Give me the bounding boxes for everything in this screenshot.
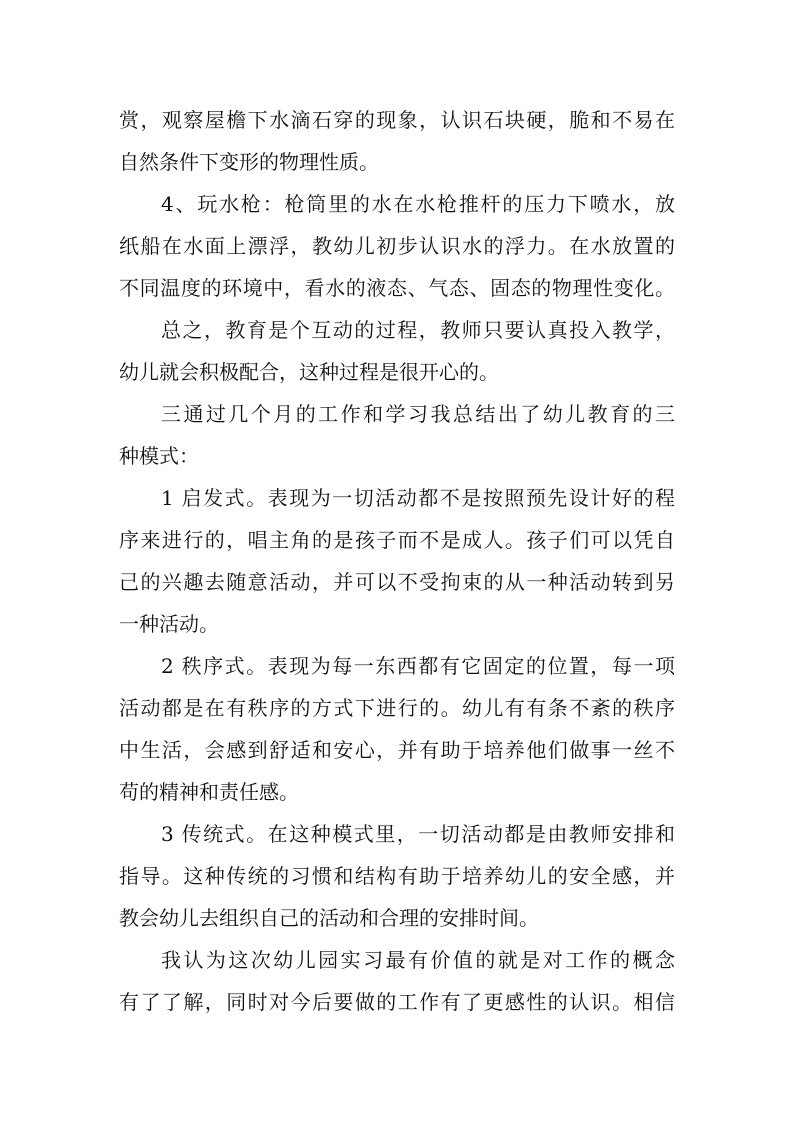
text-line: 1 启发式。表现为一切活动都不是按照预先设计好的程 (161, 486, 675, 510)
text-line: 三通过几个月的工作和学习我总结出了幼儿教育的三 (161, 402, 675, 426)
text-line: 种模式： (119, 444, 199, 468)
paragraph-section-3-intro (119, 393, 675, 477)
text-line: 不同温度的环境中，看水的液态、气态、固态的物理性变化。 (119, 276, 675, 300)
text-line: 赏，观察屋檐下水滴石穿的现象，认识石块硬，脆和不易在 (119, 108, 675, 132)
text-line: 序来进行的，唱主角的是孩子而不是成人。孩子们可以凭自 (119, 528, 675, 552)
text-line: 一种活动。 (119, 612, 219, 636)
text-line: 自然条件下变形的物理性质。 (119, 150, 379, 174)
text-line: 有了了解，同时对今后要做的工作有了更感性的认识。相信 (119, 990, 675, 1014)
text-line: 己的兴趣去随意活动，并可以不受拘束的从一种活动转到另 (119, 570, 675, 594)
paragraph-item-4 (119, 183, 675, 309)
text-line: 幼儿就会积极配合，这种过程是很开心的。 (119, 360, 499, 384)
text-line: 纸船在水面上漂浮，教幼儿初步认识水的浮力。在水放置的 (119, 234, 675, 258)
text-line: 总之，教育是个互动的过程，教师只要认真投入教学， (161, 318, 675, 342)
document-body (119, 99, 675, 1023)
text-line: 苟的精神和责任感。 (119, 780, 299, 804)
paragraph-conclusion (119, 939, 675, 1023)
text-line: 中生活，会感到舒适和安心，并有助于培养他们做事一丝不 (119, 738, 675, 762)
text-line: 2 秩序式。表现为每一东西都有它固定的位置，每一项 (161, 654, 675, 678)
text-line: 我认为这次幼儿园实习最有价值的就是对工作的概念 (161, 948, 675, 972)
paragraph-mode-3 (119, 813, 675, 939)
text-line: 3 传统式。在这种模式里，一切活动都是由教师安排和 (161, 822, 675, 846)
paragraph-continuation (119, 99, 675, 183)
paragraph-summary (119, 309, 675, 393)
paragraph-mode-1 (119, 477, 675, 645)
text-line: 教会幼儿去组织自己的活动和合理的安排时间。 (119, 906, 539, 930)
paragraph-mode-2 (119, 645, 675, 813)
text-line: 活动都是在有秩序的方式下进行的。幼儿有有条不紊的秩序 (119, 696, 675, 720)
text-line: 4、玩水枪：枪筒里的水在水枪推杆的压力下喷水，放 (161, 192, 675, 216)
text-line: 指导。这种传统的习惯和结构有助于培养幼儿的安全感，并 (119, 864, 675, 888)
